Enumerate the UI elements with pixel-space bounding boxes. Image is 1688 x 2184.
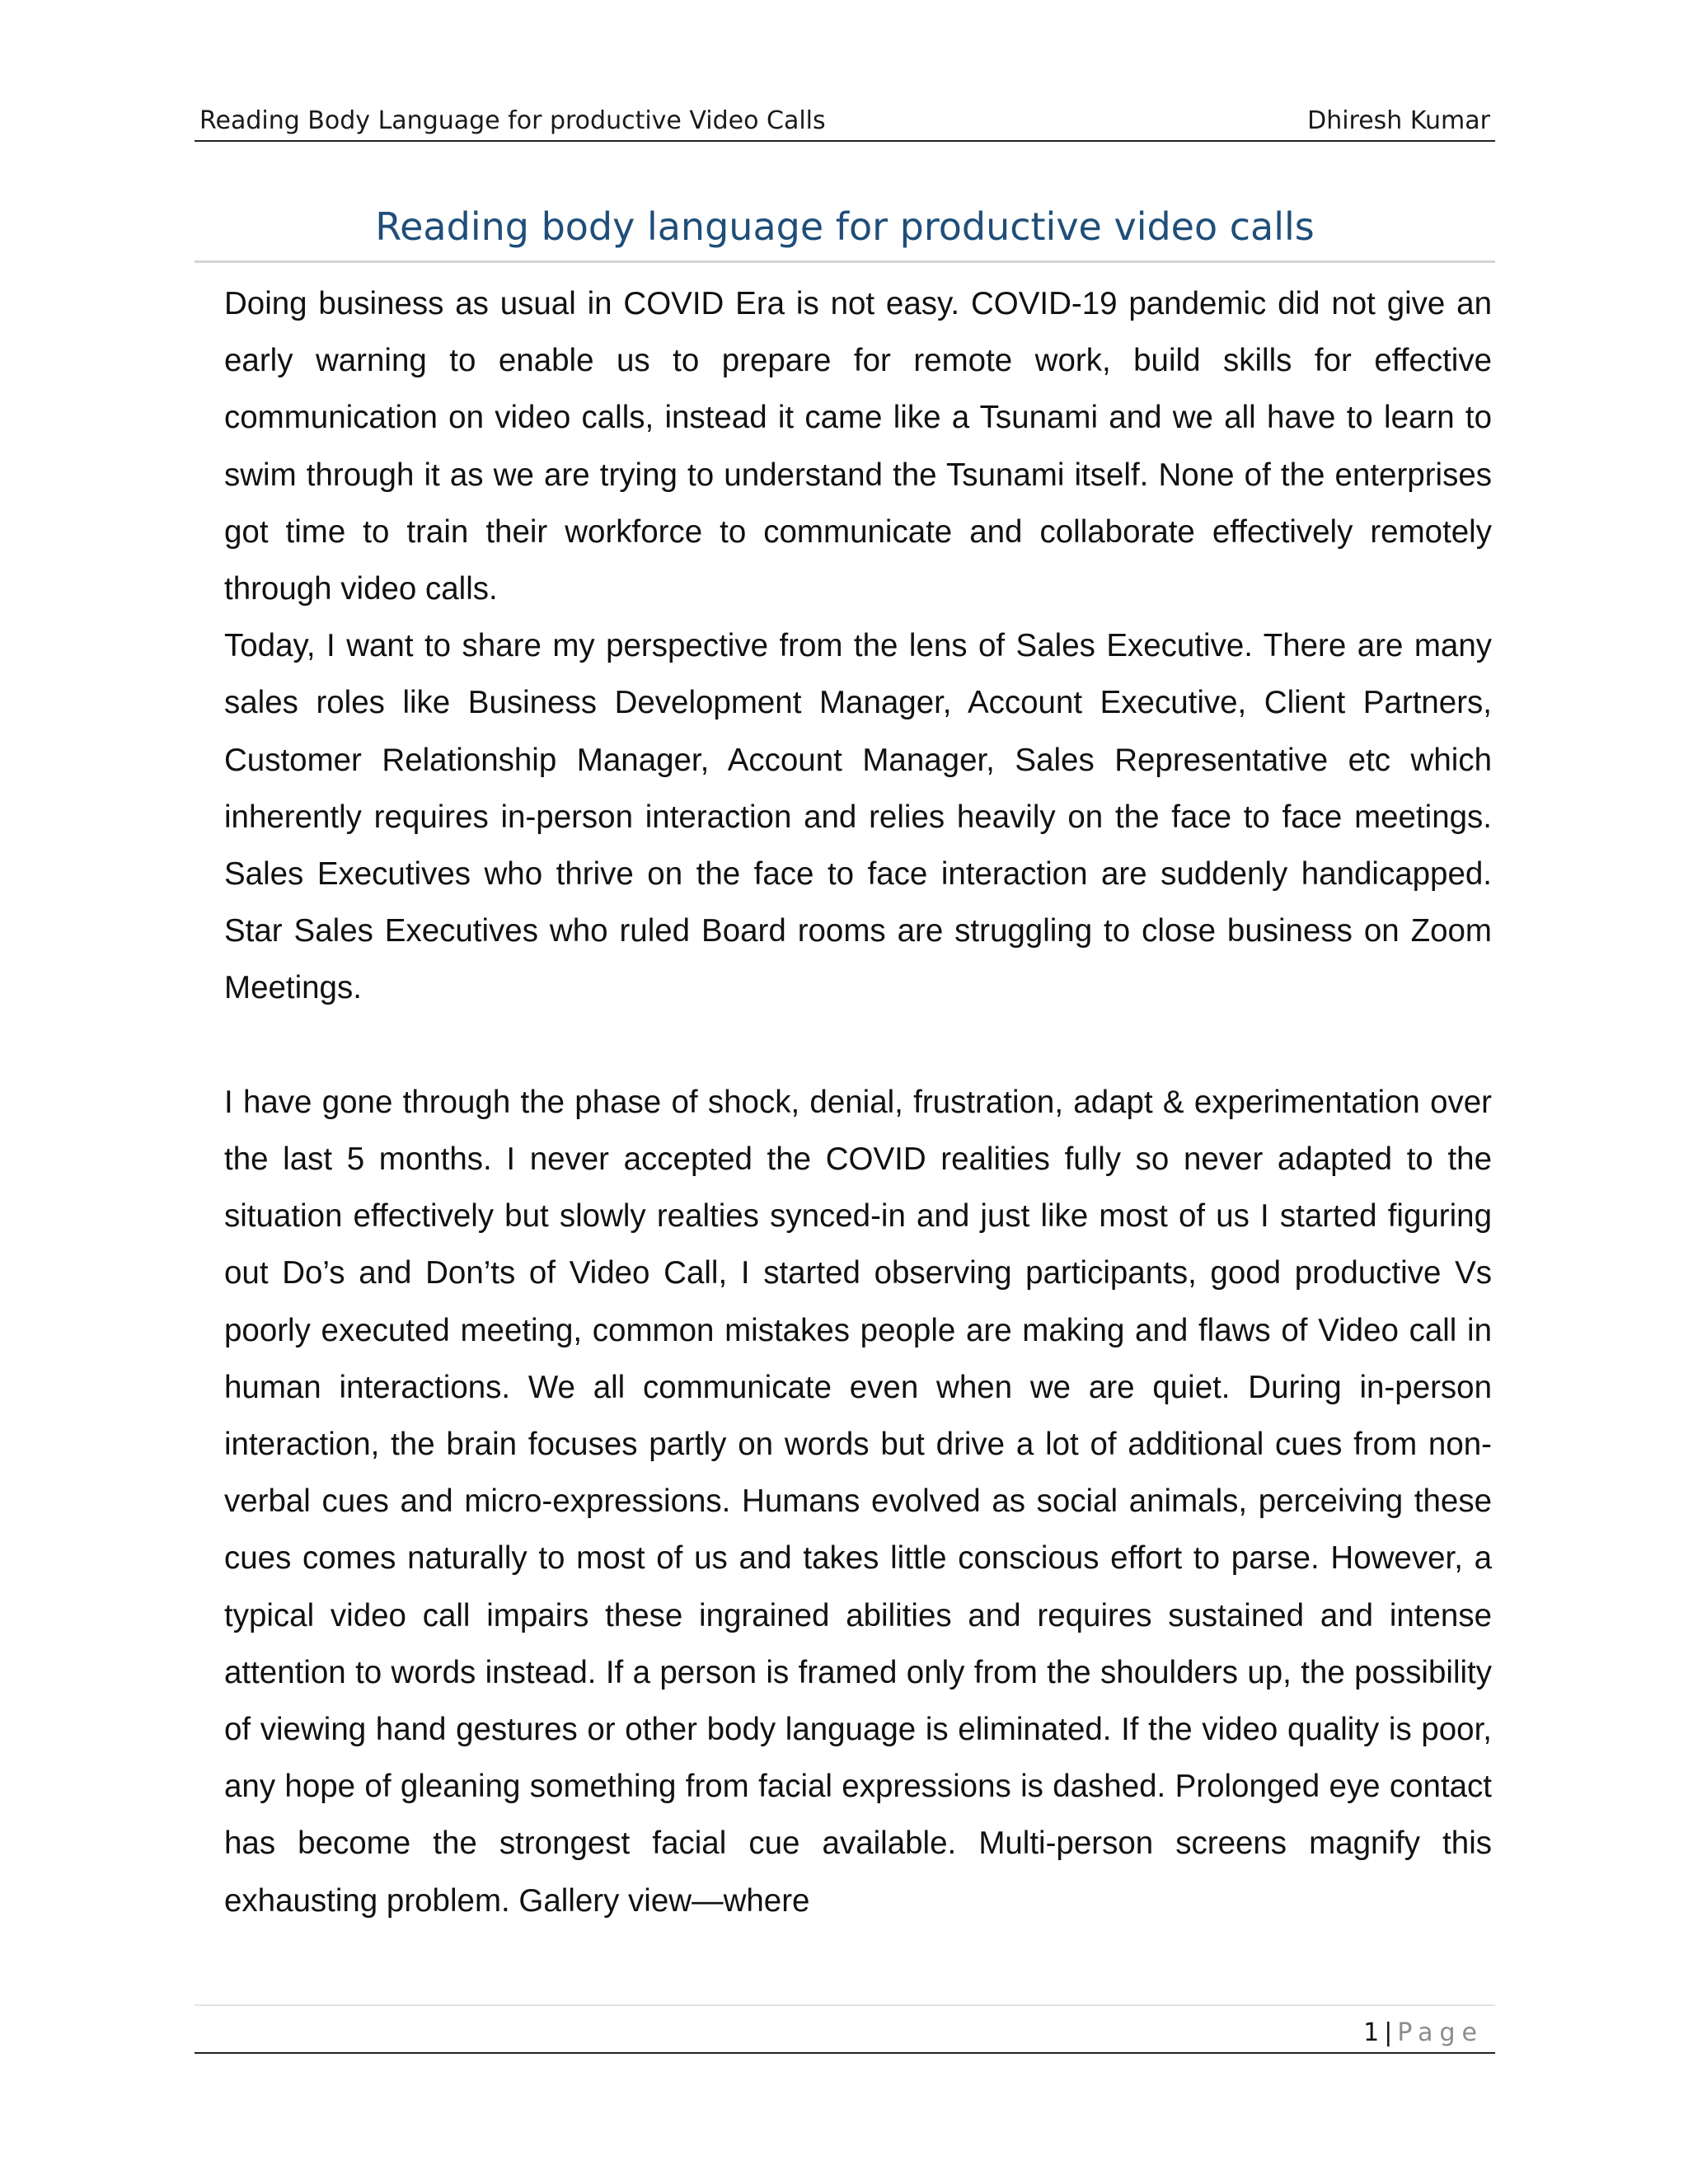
header-document-title: Reading Body Language for productive Video Calls: [199, 106, 826, 135]
paragraph-1: Doing business as usual in COVID Era is not easy. COVID-19 pandemic did not give an early warning to enable us to prepare for remote work, build skills for effective communication on video calls, instead it came like a Tsunami and we all have to learn to swim through it as we are trying to understand the Tsunami itself. None of the enterprises got time to train their workforce to communicate and collaborate effectively remotely through video calls.: [224, 286, 1492, 607]
page-header: [195, 97, 1495, 142]
page-separator: |: [1384, 2018, 1393, 2047]
document-title: Reading body language for productive video calls: [195, 196, 1495, 263]
page-indicator: [1363, 2018, 1484, 2047]
paragraph-spacer: [224, 1017, 1492, 1074]
footer-divider: [195, 2004, 1495, 2006]
page-footer: [195, 2008, 1495, 2054]
page-label: Page: [1397, 2018, 1484, 2047]
page-number: 1: [1363, 2018, 1380, 2047]
body-text: [224, 275, 1492, 1929]
paragraph-3: I have gone through the phase of shock, denial, frustration, adapt & experimentation over the last 5 months. I never accepted the COVID realities fully so never adapted to the situation effectively but slowly realties synced-in and just like most of us I started figuring out Do’s and Don’ts of Video Call, I started observing participants, good productive Vs poorly executed meeting, common mistakes people are making and flaws of Video call in human interactions. We all communicate even when we are quiet. During in-person interaction, the brain focuses partly on words but drive a lot of additional cues from non-verbal cues and micro-expressions. Humans evolved as social animals, perceiving these cues comes naturally to most of us and takes little conscious effort to parse. However, a typical video call impairs these ingrained abilities and requires sustained and intense attention to words instead. If a person is framed only from the shoulders up, the possibility of viewing hand gestures or other body language is eliminated. If the video quality is poor, any hope of gleaning something from facial expressions is dashed. Prolonged eye contact has become the strongest facial cue available. Multi-person screens magnify this exhausting problem. Gallery view—where: [224, 1084, 1492, 1919]
header-author-name: Dhiresh Kumar: [1307, 106, 1490, 135]
paragraph-2: Today, I want to share my perspective from the lens of Sales Executive. There are many sales roles like Business Development Manager, Account Executive, Client Partners, Customer Relationship Manager, Account Manager, Sales Representative etc which inherently requires in-person interaction and relies heavily on the face to face meetings. Sales Executives who thrive on the face to face interaction are suddenly handicapped. Star Sales Executives who ruled Board rooms are struggling to close business on Zoom Meetings.: [224, 628, 1492, 1006]
